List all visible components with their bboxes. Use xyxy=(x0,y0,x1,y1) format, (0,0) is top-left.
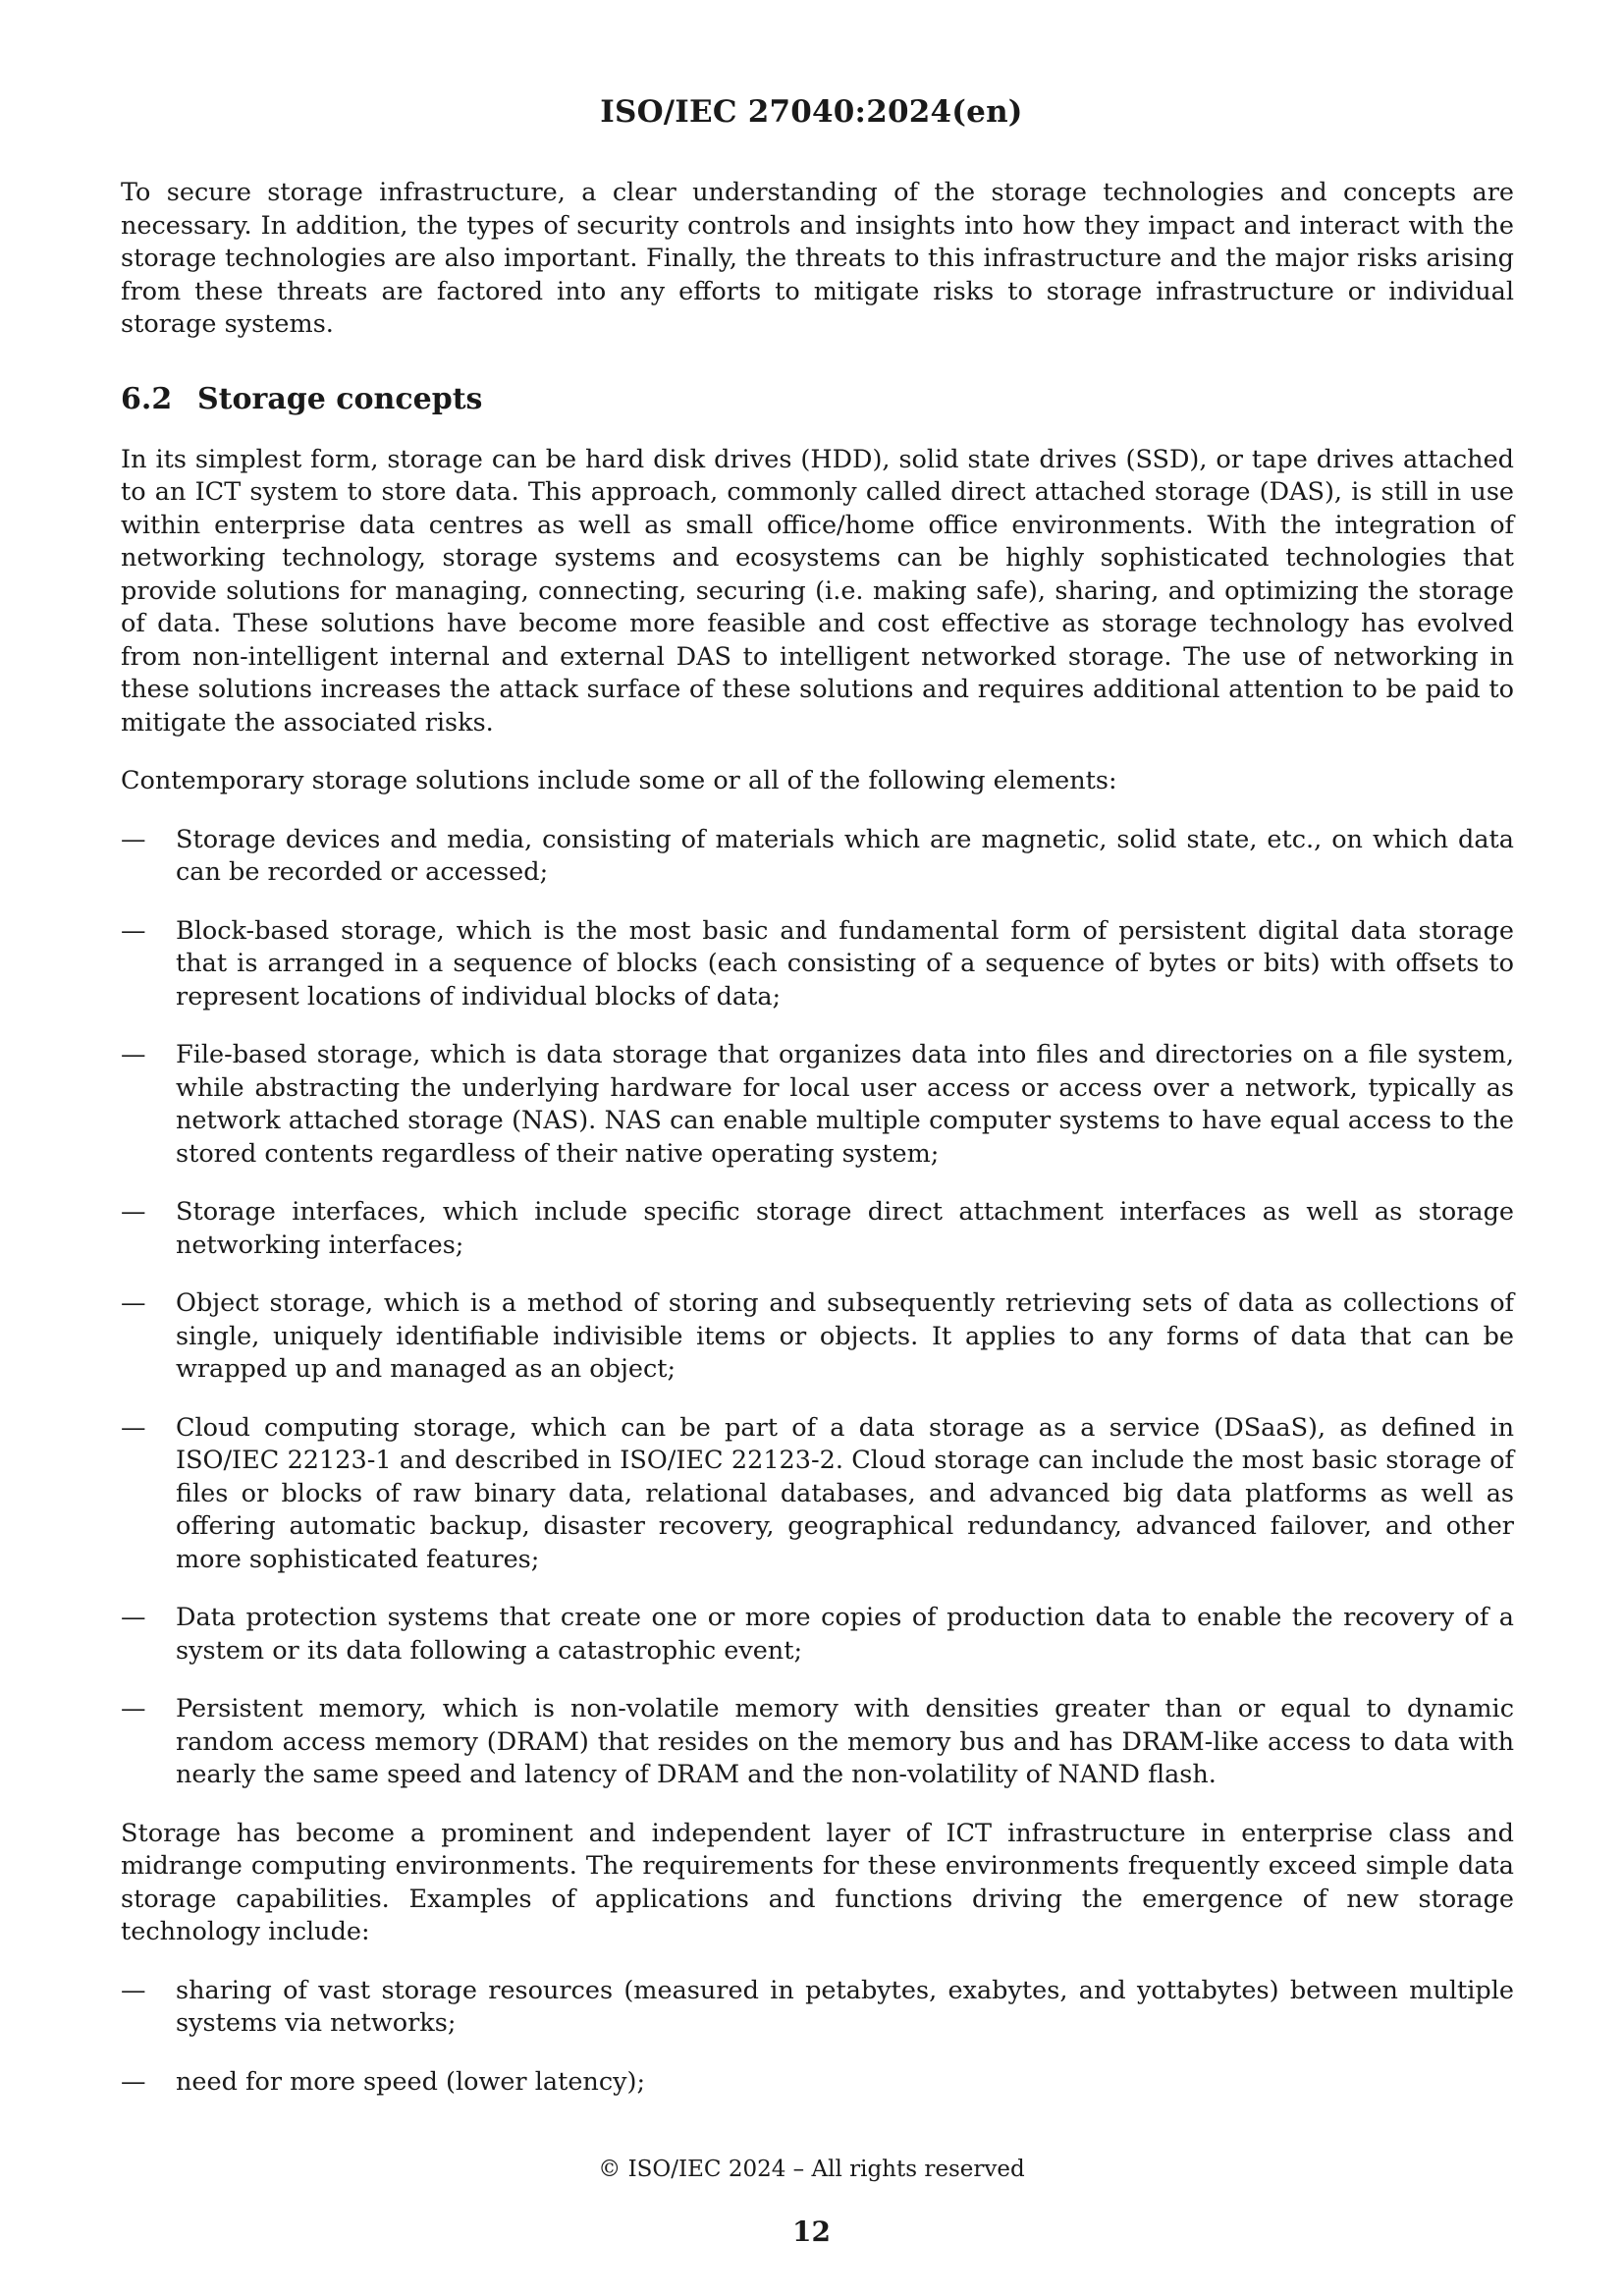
section-title: Storage concepts xyxy=(197,381,483,416)
section-paragraph: In its simplest form, storage can be hard disk drives (HDD), solid state drives (SSD), or tape drives attached to an ICT system to store data. This approach, commonly called direct attached storage (DAS), is still in use within enterprise data centres as well as small office/home office environments. With the integration of networking technology, storage systems and ecosystems can be highly sophisticated technologies that provide solutions for managing, connecting, securing (i.e. making safe), sharing, and optimizing the storage of data. These solutions have become more feasible and cost effective as storage technology has evolved from non-intelligent internal and external DAS to intelligent networked storage. The use of networking in these solutions increases the attack surface of these solutions and requires additional attention to be paid to mitigate the associated risks. xyxy=(121,444,1514,738)
section-number: 6.2 xyxy=(121,381,173,416)
standard-header: ISO/IEC 27040:2024(en) xyxy=(600,94,1023,130)
list-item: — Persistent memory, which is non-volatile memory with densities greater than or equal to dynamic random access memory (DRAM) that resides on the memory bus and has DRAM-like access to data with nearly the same speed and latency of DRAM and the non-volatility of NAND flash. xyxy=(121,1694,1514,1789)
page-number: 12 xyxy=(792,2215,831,2248)
body-content xyxy=(121,177,1514,2124)
dash-marker: — xyxy=(121,915,146,946)
intro-paragraph: To secure storage infrastructure, a clear understanding of the storage technologies and concepts are necessary. In addition, the types of security controls and insights into how they impact and interact with the storage technologies are also important. Finally, the threats to this infrastructure and the major risks arising from these threats are factored into any efforts to mitigate risks to storage infrastructure or individual storage systems. xyxy=(121,178,1514,339)
list-item: — sharing of vast storage resources (measured in petabytes, exabytes, and yottabytes) between multiple systems via networks; xyxy=(121,1975,1514,2038)
dash-marker: — xyxy=(121,1288,146,1318)
list-item: — Block-based storage, which is the most basic and fundamental form of persistent digital data storage that is arranged in a sequence of blocks (each consisting of a sequence of bytes or bits) with offsets to represent locations of individual blocks of data; xyxy=(121,915,1514,1011)
list-item: — Storage interfaces, which include specific storage direct attachment interfaces as well as storage networking interfaces; xyxy=(121,1197,1514,1260)
dash-marker: — xyxy=(121,1975,146,2005)
list-intro-paragraph: Contemporary storage solutions include some or all of the following elements: xyxy=(121,766,1117,795)
copyright-notice: © ISO/IEC 2024 – All rights reserved xyxy=(598,2157,1025,2182)
dash-marker: — xyxy=(121,1197,146,1227)
dash-marker: — xyxy=(121,1412,146,1443)
list-item: — need for more speed (lower latency); xyxy=(121,2066,1514,2100)
dash-marker: — xyxy=(121,1040,146,1069)
dash-marker: — xyxy=(121,2066,146,2097)
dash-marker: — xyxy=(121,824,146,854)
list-item: — Storage devices and media, consisting of materials which are magnetic, solid state, etc., on which data can be recorded or accessed; xyxy=(121,824,1514,887)
list-item: — Cloud computing storage, which can be part of a data storage as a service (DSaaS), as defined in ISO/IEC 22123-1 and described in ISO/IEC 22123-2. Cloud storage can include the most basic storage of files or blocks of raw binary data, relational databases, and advanced big data platforms as well as offering automatic backup, disaster recovery, geographical redundancy, advanced failover, and other more sophisticated features; xyxy=(121,1412,1514,1574)
storage-elements-list xyxy=(121,824,1514,1792)
dash-marker: — xyxy=(121,1603,146,1632)
list-item: — Object storage, which is a method of storing and subsequently retrieving sets of data as collections of single, uniquely identifiable indivisible items or objects. It applies to any forms of data that can be wrapped up and managed as an object; xyxy=(121,1288,1514,1384)
drivers-list xyxy=(121,1975,1514,2100)
section-heading xyxy=(121,381,1514,418)
list-item: — File-based storage, which is data storage that organizes data into files and directories on a file system, while abstracting the underlying hardware for local user access or access over a network, typically as network attached storage (NAS). NAS can enable multiple computer systems to have equal access to the stored contents regardless of their native operating system; xyxy=(121,1040,1514,1169)
drivers-intro-paragraph: Storage has become a prominent and independent layer of ICT infrastructure in enterprise class and midrange computing environments. The requirements for these environments frequently exceed simple data storage capabilities. Examples of applications and functions driving the emergence of new storage technology include: xyxy=(121,1818,1514,1946)
dash-marker: — xyxy=(121,1694,146,1723)
list-item: — Data protection systems that create one or more copies of production data to enable the recovery of a system or its data following a catastrophic event; xyxy=(121,1603,1514,1666)
